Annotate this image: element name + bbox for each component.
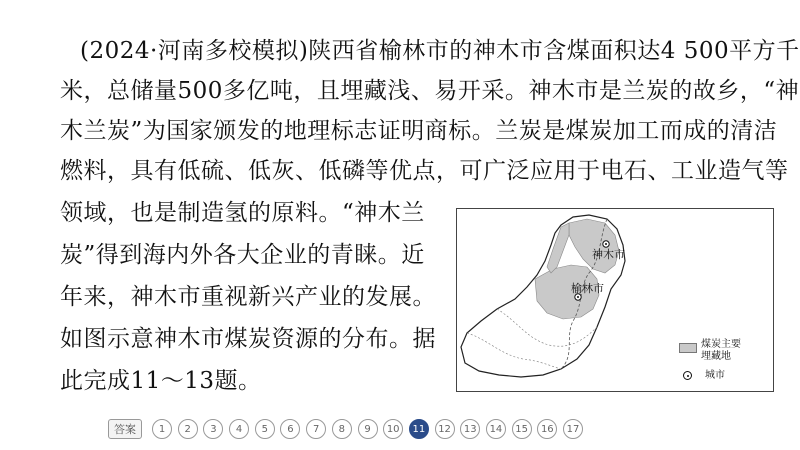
question-line-5: 领域，也是制造氢的原料。“神木兰 bbox=[60, 200, 425, 226]
question-number-5[interactable]: 5 bbox=[255, 419, 275, 439]
map-graphic bbox=[457, 209, 775, 393]
answer-bar bbox=[108, 418, 589, 440]
city-label-shenmu: 神木市 bbox=[592, 248, 625, 261]
legend-city-icon bbox=[683, 371, 692, 380]
question-number-2[interactable]: 2 bbox=[178, 419, 198, 439]
question-number-7[interactable]: 7 bbox=[306, 419, 326, 439]
question-number-3[interactable]: 3 bbox=[203, 419, 223, 439]
question-line-6: 炭”得到海内外各大企业的青睐。近 bbox=[60, 242, 425, 268]
question-line-7: 年来，神木市重视新兴产业的发展。 bbox=[60, 284, 436, 310]
question-number-16[interactable]: 16 bbox=[537, 419, 557, 439]
question-number-1[interactable]: 1 bbox=[152, 419, 172, 439]
legend-coal-swatch bbox=[679, 343, 697, 353]
question-number-14[interactable]: 14 bbox=[486, 419, 506, 439]
question-line-8: 如图示意神木市煤炭资源的分布。据 bbox=[60, 326, 436, 352]
question-line-3: 木兰炭”为国家颁发的地理标志证明商标。兰炭是煤炭加工而成的清洁 bbox=[60, 118, 778, 144]
question-number-12[interactable]: 12 bbox=[435, 419, 455, 439]
question-number-9[interactable]: 9 bbox=[358, 419, 378, 439]
question-number-6[interactable]: 6 bbox=[280, 419, 300, 439]
legend-city-label: 城市 bbox=[705, 370, 725, 381]
city-label-yulin: 榆林市 bbox=[571, 282, 604, 295]
answer-button[interactable]: 答案 bbox=[108, 419, 142, 439]
legend-coal-label-1: 煤炭主要 bbox=[701, 339, 741, 350]
question-line-4: 燃料，具有低硫、低灰、低磷等优点，可广泛应用于电石、工业造气等 bbox=[60, 158, 789, 184]
question-number-list bbox=[152, 419, 589, 439]
question-number-13[interactable]: 13 bbox=[460, 419, 480, 439]
question-number-4[interactable]: 4 bbox=[229, 419, 249, 439]
question-number-15[interactable]: 15 bbox=[512, 419, 532, 439]
question-number-10[interactable]: 10 bbox=[383, 419, 403, 439]
question-line-9: 此完成11～13题。 bbox=[60, 368, 262, 394]
question-number-17[interactable]: 17 bbox=[563, 419, 583, 439]
legend-coal-label-2: 埋藏地 bbox=[701, 351, 731, 362]
question-number-11[interactable]: 11 bbox=[409, 419, 429, 439]
question-line-2: 米，总储量500多亿吨，且埋藏浅、易开采。神木市是兰炭的故乡，“神 bbox=[60, 78, 800, 104]
question-line-1: (2024·河南多校模拟)陕西省榆林市的神木市含煤面积达4 500平方千 bbox=[80, 38, 800, 64]
question-number-8[interactable]: 8 bbox=[332, 419, 352, 439]
coal-distribution-map bbox=[456, 208, 774, 392]
